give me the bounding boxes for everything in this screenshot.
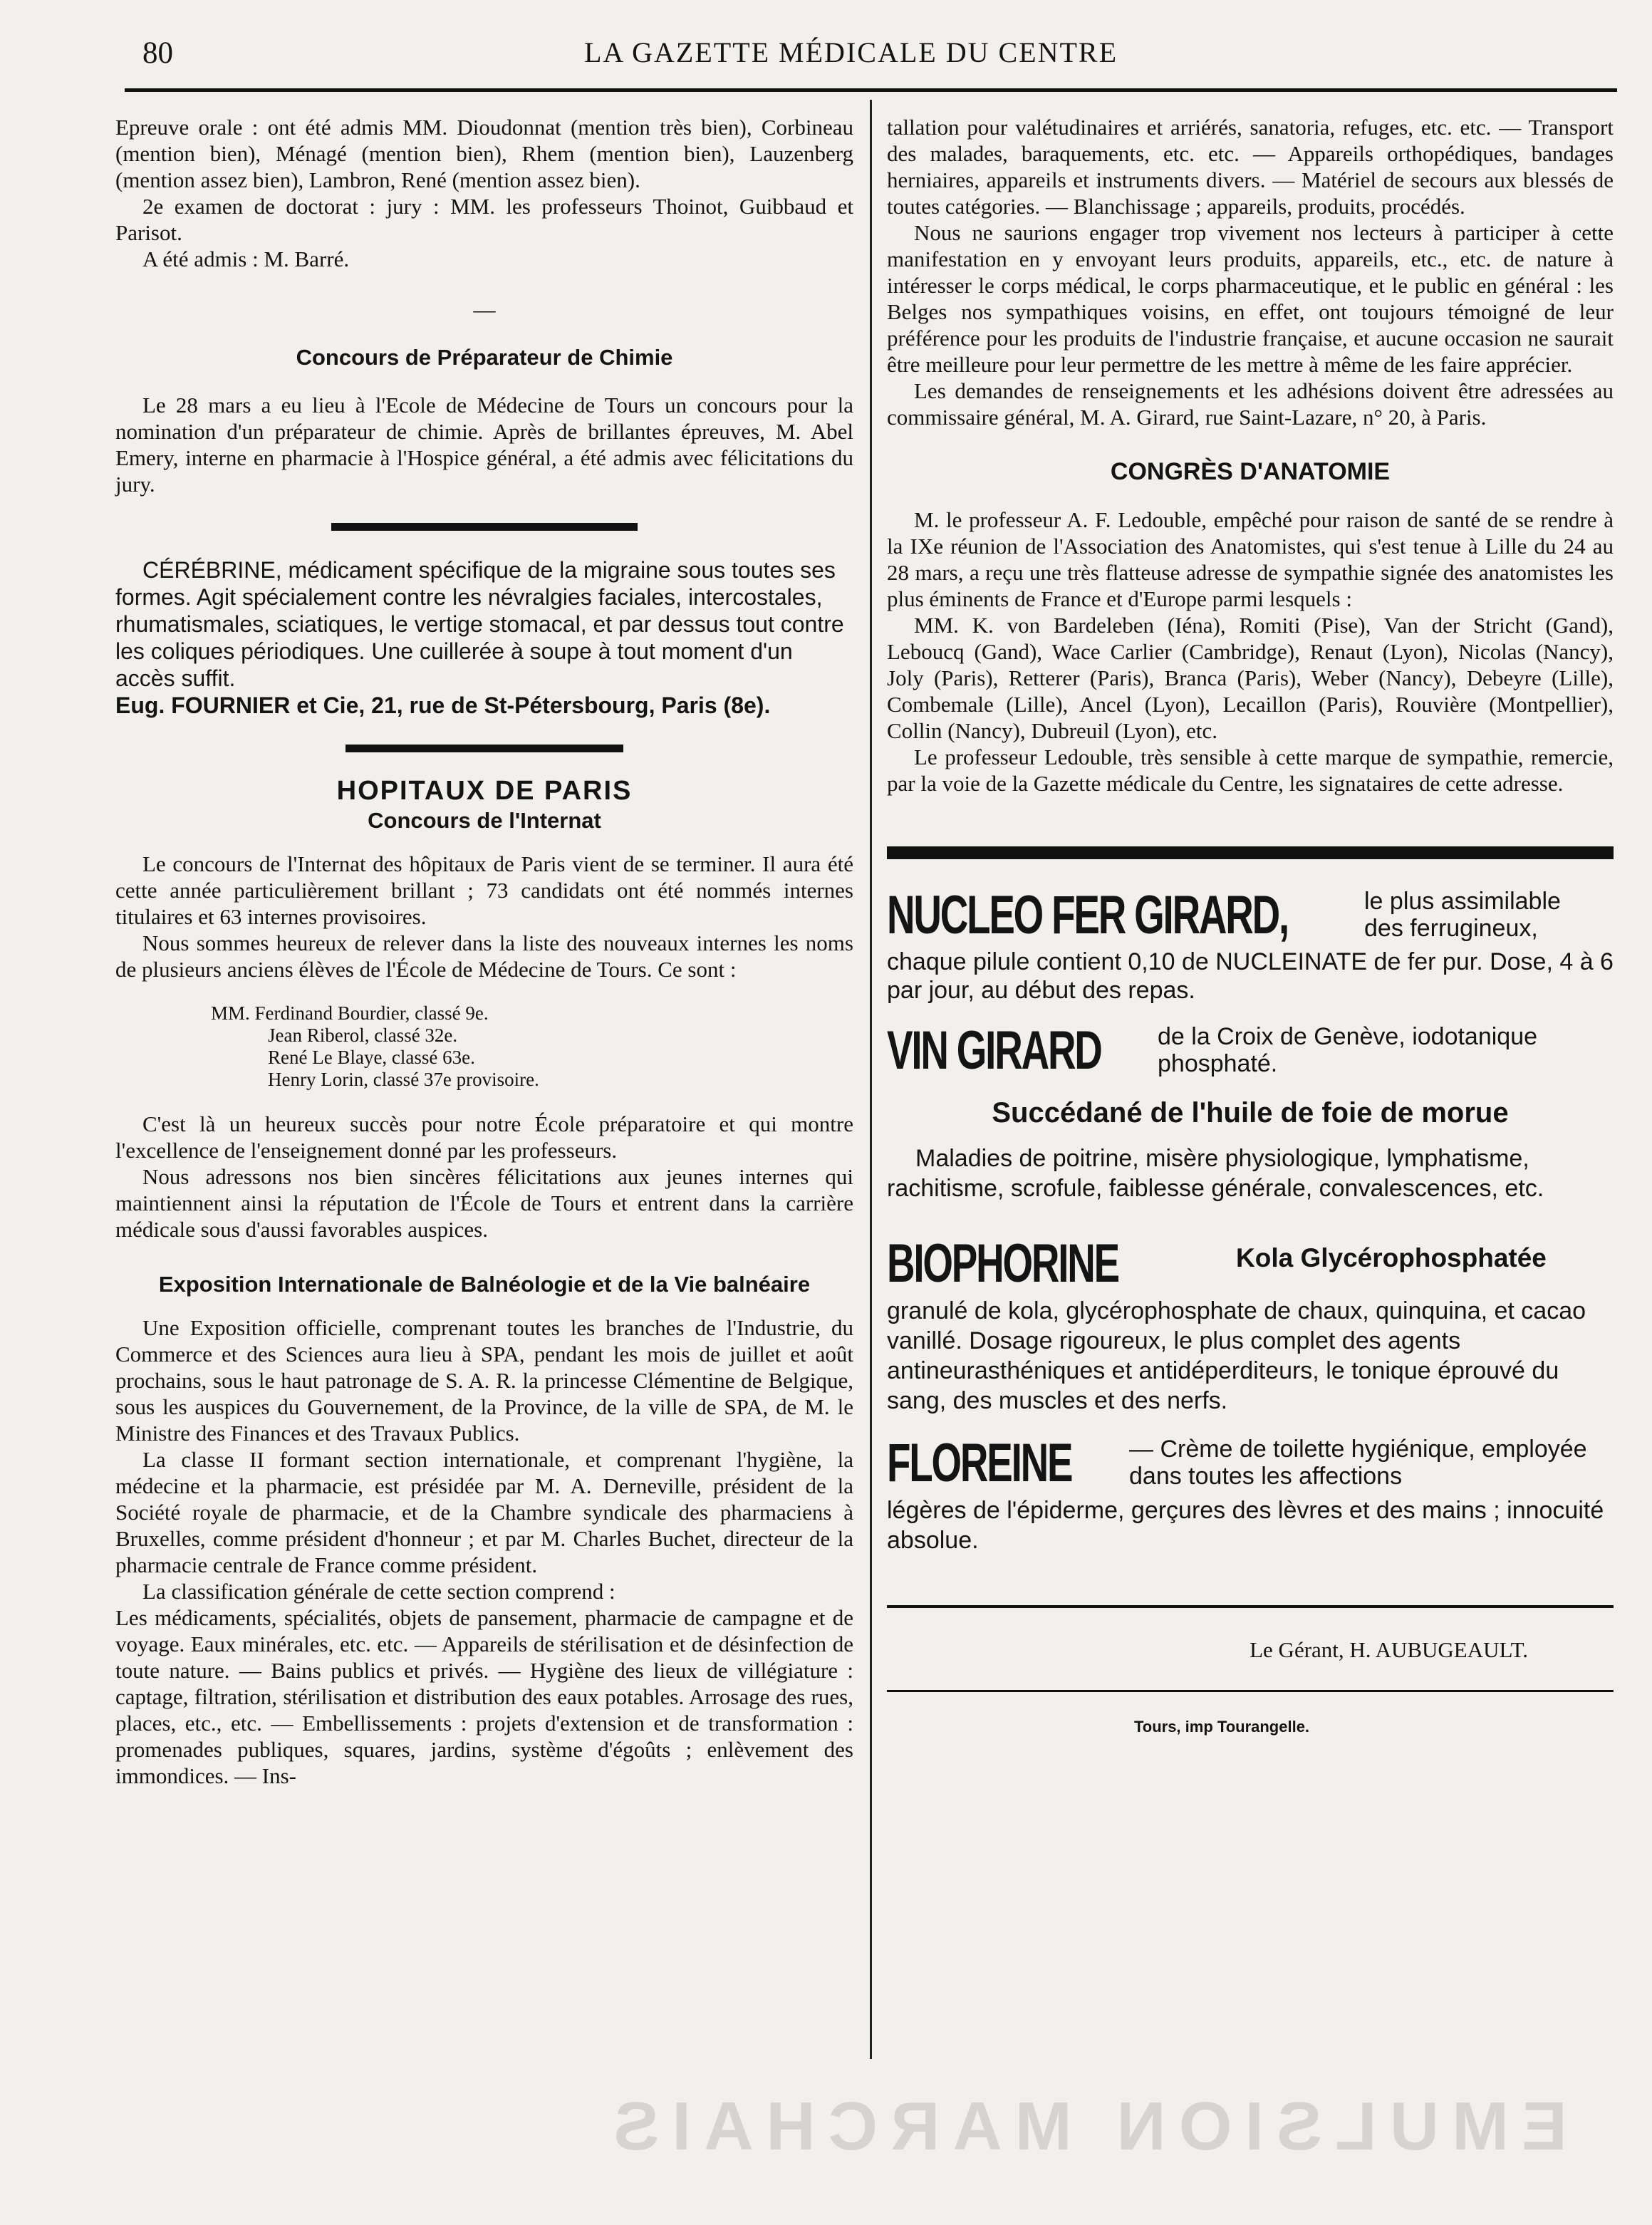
hopitaux-paragraph-2: Nous sommes heureux de relever dans la liste des nouveaux internes les noms de plusieurs anciens élèves de l'École de Médecine de Tours. Ce sont : [115, 930, 853, 982]
vin-tagline: de la Croix de Genève, iodotanique phosphaté. [1158, 1023, 1538, 1077]
floreine-tagline: — Crème de toilette hygiénique, employée dans toutes les affections [1129, 1436, 1587, 1490]
biophorine-text: granulé de kola, glycérophosphate de chaux, quinquina, et cacao vanillé. Dosage rigoureux, le plus complet des agents antineurasthéniques et antidéperditeurs, le tonique éprouvé du sang, des muscles et des nerfs. [887, 1297, 1586, 1414]
exposition-continuation: tallation pour valétudinaires et arriérés, sanatoria, refuges, etc. etc. — Transport des malades, baraquements, etc. etc. — Appareils orthopédiques, bandages herniaires, appareils et instruments divers. — Matériel de secours aux blessés de toutes catégories. — Blanchissage ; appareils, produits, procédés. [887, 115, 1614, 219]
intern-name: Jean Riberol, classé 32e. [268, 1025, 458, 1046]
vin-heading: Succédané de l'huile de foie de morue [992, 1097, 1509, 1129]
exposition-heading: Exposition Internationale de Balnéologie et de la Vie balnéaire [158, 1272, 811, 1297]
vin-text: Maladies de poitrine, misère physiologique, lymphatisme, rachitisme, scrofule, faiblesse générale, convalescences, etc. [887, 1145, 1544, 1202]
hopitaux-paragraph-1: Le concours de l'Internat des hôpitaux de Paris vient de se terminer. Il aura été cette année particulièrement brillant ; 73 candidats ont été nommés internes titulaires et 63 internes provisoires. [115, 851, 853, 929]
nucleo-brand: NUCLEO FER GIRARD, [887, 885, 1289, 945]
hopitaux-heading: HOPITAUX DE PARIS [336, 776, 633, 806]
floreine-text: légères de l'épiderme, gerçures des lèvres et des mains ; innocuité absolue. [887, 1497, 1604, 1554]
gerant-text: Le Gérant, H. AUBUGEAULT. [1250, 1637, 1528, 1662]
congres-paragraph-1: M. le professeur A. F. Ledouble, empêché pour raison de santé de se rendre à la IXe réunion de l'Association des Anatomistes, qui s'est tenue à Lille du 24 au 28 mars, a reçu une très flatteuse adresse de sympathie signée des anatomistes les plus éminents de France et d'Europe parmi lesquels : [887, 507, 1614, 611]
imprimeur-text: Tours, imp Tourangelle. [1133, 1718, 1310, 1736]
page-header [142, 36, 1190, 71]
nucleo-tagline: le plus assimilable des ferrugineux, [1364, 888, 1561, 942]
section-dash: — [473, 297, 496, 322]
column-separator [870, 100, 872, 2059]
interns-list [211, 1002, 853, 1091]
biophorine-ad [887, 1233, 1614, 1296]
congres-heading: CONGRÈS D'ANATOMIE [1110, 458, 1391, 485]
intern-name: René Le Blaye, classé 63e. [268, 1047, 475, 1068]
vin-brand: VIN GIRARD [887, 1020, 1101, 1081]
concours-chimie-heading: Concours de Préparateur de Chimie [296, 345, 673, 370]
divider-rule [887, 1605, 1614, 1608]
divider-bar [346, 745, 623, 752]
nucleo-ad [887, 885, 1614, 948]
nucleo-text: chaque pilule contient 0,10 de NUCLEINATE de fer pur. Dose, 4 à 6 par jour, au début des repas. [887, 948, 1614, 1004]
divider-rule [887, 1690, 1614, 1692]
page-number: 80 [142, 36, 173, 70]
running-title: LA GAZETTE MÉDICALE DU CENTRE [584, 36, 1118, 68]
congres-paragraph-2: MM. K. von Bardeleben (Iéna), Romiti (Pise), Van der Stricht (Gand), Leboucq (Gand), Wace Carlier (Cambridge), Renaut (Lyon), Nicolas (Nancy), Joly (Paris), Retterer (Paris), Branca (Paris), Weber (Nancy), Debeyre (Lille), Combemale (Lille), Ancel (Lyon), Lecaillon (Paris), Rouvière (Montpellier), Collin (Nancy), Dubreuil (Lyon), etc. [887, 613, 1614, 743]
vin-ad [887, 1020, 1614, 1083]
epreuve-orale-paragraph: Epreuve orale : ont été admis MM. Dioudonnat (mention très bien), Corbineau (mention bien), Ménagé (mention bien), Rhem (mention bien), Lauzenberg (mention assez bien), Lambron, René (mention assez bien). [115, 115, 853, 192]
doctorat-paragraph: 2e examen de doctorat : jury : MM. les professeurs Thoinot, Guibbaud et Parisot. [115, 194, 853, 245]
intern-name: MM. Ferdinand Bourdier, classé 9e. [211, 1002, 489, 1024]
exposition-paragraph-4: Les médicaments, spécialités, objets de pansement, pharmacie de campagne et de voyage. Eaux minérales, etc. etc. — Appareils de stérilisation et de désinfection de toute nature. — Bains publics et privés. — Hygiène des lieux de villégiature : captage, filtration, stérilisation et distribution des eaux potables. Arrosage des rues, places, etc., etc. — Embellissements : projets d'extension et de transformation : promenades publiques, squares, jardins, système d'égoûts ; enlèvement des immondices. — Ins- [115, 1605, 853, 1788]
floreine-ad [887, 1433, 1614, 1495]
divider-bar [887, 846, 1614, 859]
right-column [887, 114, 1614, 1740]
exposition-paragraph-1: Une Exposition officielle, comprenant toutes les branches de l'Industrie, du Commerce et des Sciences aura lieu à SPA, pendant les mois de juillet et août prochains, sous le haut patronage de S. A. R. la princesse Clémentine de Belgique, sous les auspices du Gouvernement, de la Province, de la ville de SPA, de M. le Ministre des Finances et des Travaux Publics. [115, 1315, 853, 1446]
exposition-paragraph-5: Nous ne saurions engager trop vivement nos lecteurs à participer à cette manifestation en y envoyant leurs produits, appareils, etc., etc. de nature à intéresser le corps médical, le corps pharmaceutique, et le public en général : les Belges nos sympathiques voisins, en effet, ont toujours témoigné de leur préférence pour les produits de l'industrie française, et aucune occasion ne saurait être meilleure pour leur permettre de les mettre à même de les faire apprécier. [887, 220, 1614, 377]
hopitaux-paragraph-3: C'est là un heureux succès pour notre École préparatoire et qui montre l'excellence de l'enseignement donné par les professeurs. [115, 1111, 853, 1163]
left-column [115, 114, 853, 1789]
cerebrine-address: Eug. FOURNIER et Cie, 21, rue de St-Pétersbourg, Paris (8e). [115, 693, 771, 718]
congres-paragraph-3: Le professeur Ledouble, très sensible à cette marque de sympathie, remercie, par la voie de la Gazette médicale du Centre, les signataires de cette adresse. [887, 745, 1614, 796]
exposition-paragraph-3: La classification générale de cette section comprend : [142, 1579, 615, 1604]
hopitaux-subheading: Concours de l'Internat [368, 808, 601, 833]
show-through-text: EMULSION MARCHAIS [601, 2088, 1567, 2164]
gerant-line [887, 1637, 1614, 1663]
admis-paragraph: A été admis : M. Barré. [142, 247, 350, 271]
biophorine-tagline: Kola Glycérophosphatée [1236, 1243, 1547, 1272]
imprimeur-line [887, 1713, 1614, 1740]
biophorine-brand: BIOPHORINE [887, 1233, 1119, 1294]
exposition-paragraph-2: La classe II formant section internationale, et comprenant l'hygiène, la médecine et la pharmacie, est présidée par M. A. Derneville, président de la Société royale de pharmacie, et de la Chambre syndicale des pharmaciens à Bruxelles, comme président d'honneur ; et par M. Charles Buchet, directeur de la pharmacie centrale de France comme président. [115, 1447, 853, 1577]
concours-chimie-text: Le 28 mars a eu lieu à l'Ecole de Médecine de Tours un concours pour la nomination d'un préparateur de chimie. Après de brillantes épreuves, M. Abel Emery, interne en pharmacie à l'Hospice général, a été admis avec félicitations du jury. [115, 393, 853, 497]
intern-name: Henry Lorin, classé 37e provisoire. [268, 1069, 539, 1090]
floreine-brand: FLOREINE [887, 1433, 1072, 1493]
exposition-paragraph-6: Les demandes de renseignements et les adhésions doivent être adressées au commissaire général, M. A. Girard, rue Saint-Lazare, n° 20, à Paris. [887, 378, 1614, 430]
divider-bar [331, 523, 638, 531]
header-rule [125, 88, 1617, 92]
cerebrine-ad-text: CÉRÉBRINE, médicament spécifique de la migraine sous toutes ses formes. Agit spécialement contre les névralgies faciales, intercostales, rhumatismales, sciatiques, le vertige stomacal, et par dessus tout contre les coliques périodiques. Une cuillerée à soupe à tout moment d'un accès suffit. [115, 557, 844, 691]
hopitaux-paragraph-4: Nous adressons nos bien sincères félicitations aux jeunes internes qui maintiennent ainsi la réputation de l'École de Tours et entrent dans la carrière médicale sous d'aussi favorables auspices. [115, 1164, 853, 1242]
